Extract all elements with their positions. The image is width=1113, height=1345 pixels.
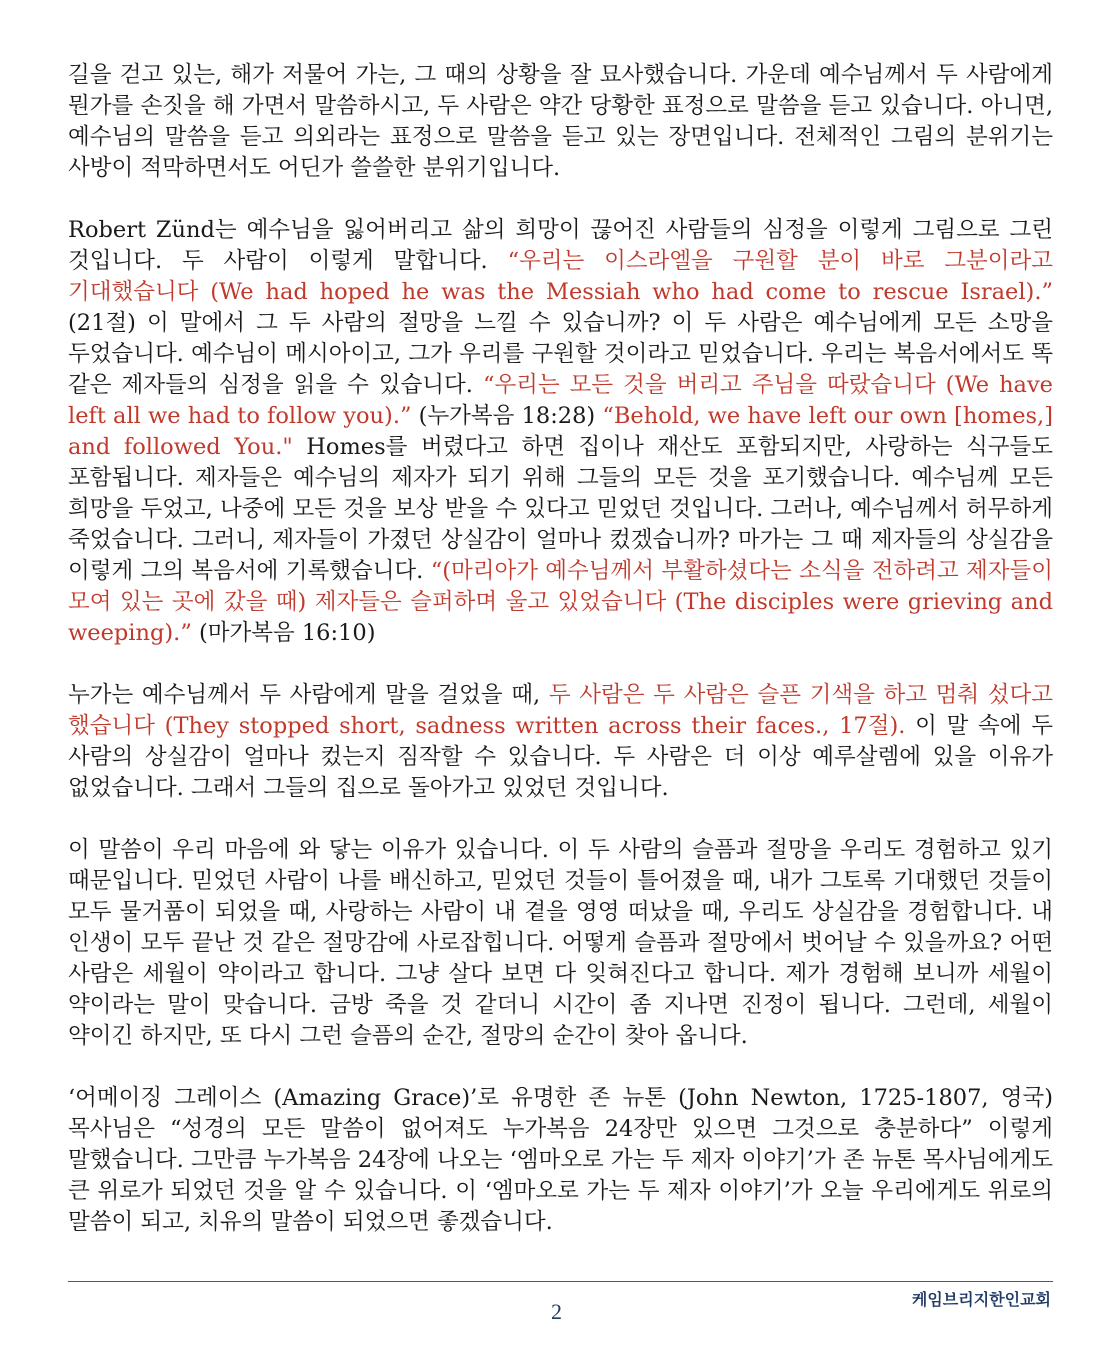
paragraph-text: ‘어메이징 그레이스 (Amazing Grace)’로 유명한 존 뉴톤 (John Newton, 1725-1807, 영국) 목사님은 “성경의 모든 말씀이 없어져도 누가복음 24장만 있으면 그것으로 충분하다” 이렇게 말했습니다. 그만큼 누가복음 24장에 나오는 ‘엠마오로 가는 두 제자 이야기’가 존 뉴톤 목사님에게도 큰 위로가 되었던 것을 알 수 있습니다. 이 ‘엠마오로 가는 두 제자 이야기’가 오늘 우리에게도 위로의 말씀이 되고, 치유의 말씀이 되었으면 좋겠습니다.: [68, 1085, 1053, 1235]
page-number: 2: [551, 1299, 562, 1324]
footer-divider: [68, 1281, 1053, 1282]
paragraph-text: 길을 걷고 있는, 해가 저물어 가는, 그 때의 상황을 잘 묘사했습니다. 가운데 예수님께서 두 사람에게 뭔가를 손짓을 해 가면서 말씀하시고, 두 사람은 약간 당황한 표정으로 말씀을 듣고 있습니다. 아니면, 예수님의 말씀을 듣고 의외라는 표정으로 말씀을 듣고 있는 장면입니다. 전체적인 그림의 분위기는 사방이 적막하면서도 어딘가 쓸쓸한 분위기입니다.: [68, 62, 1053, 181]
quote-luke-18-28: “우리는 모든 것을 버리고 주님을 따랐습니다 (We have left all we had to follow you).”: [68, 372, 1054, 429]
paragraph-text: 이 말씀이 우리 마음에 와 닿는 이유가 있습니다. 이 두 사람의 슬픔과 절망을 우리도 경험하고 있기 때문입니다. 믿었던 사람이 나를 배신하고, 믿었던 것들이 틀어졌을 때, 내가 그토록 기대했던 것들이 모두 물거품이 되었을 때, 사랑하는 사람이 내 곁을 영영 떠났을 때, 우리도 상실감을 경험합니다. 내 인생이 모두 끝난 것 같은 절망감에 사로잡힙니다. 어떻게 슬픔과 절망에서 벗어날 수 있을까요? 어떤 사람은 세월이 약이라고 합니다. 그냥 살다 보면 다 잊혀진다고 합니다. 제가 경험해 보니까 세월이 약이라는 말이 맞습니다. 금방 죽을 것 같더니 시간이 좀 지나면 진정이 됩니다. 그런데, 세월이 약이긴 하지만, 또 다시 그런 슬픔의 순간, 절망의 순간이 찾아 옵니다.: [68, 837, 1053, 1049]
quote-luke-24-21: “우리는 이스라엘을 구원할 분이 바로 그분이라고 기대했습니다 (We had hoped he was the Messiah who had come to rescue Israel).”: [68, 248, 1053, 305]
quote-behold-english: “Behold, we have left our own [homes,] and followed You.": [68, 403, 1053, 460]
paragraph-text: 이 말 속에 두 사람의 상실감이 얼마나 컸는지 짐작할 수 있습니다. 두 사람은 더 이상 예루살렘에 있을 이유가 없었습니다. 그래서 그들의 집으로 돌아가고 있었던 것입니다.: [68, 713, 1053, 801]
paragraph-text: Homes를 버렸다고 하면 집이나 재산도 포함되지만, 사랑하는 식구들도 포함됩니다. 제자들은 예수님의 제자가 되기 위해 그들의 모든 것을 포기했습니다. 예수님께 모든 희망을 두었고, 나중에 모든 것을 보상 받을 수 있다고 믿었던 것입니다. 그러나, 예수님께서 허무하게 죽었습니다. 그러니, 제자들이 가졌던 상실감이 얼마나 컸겠습니까? 마가는 그 때 제자들의 상실감을 이렇게 그의 복음서에 기록했습니다.: [68, 434, 1053, 584]
paragraph-sorrow-and-despair: [68, 835, 1053, 1052]
paragraph-luke-account: [68, 680, 1053, 804]
paragraph-text: (마가복음 16:10): [191, 620, 376, 646]
paragraph-text: 누가는 예수님께서 두 사람에게 말을 걸었을 때,: [68, 682, 549, 708]
paragraph-text: Robert Zünd는 예수님을 잃어버리고 삶의 희망이 끊어진 사람들의 심정을 이렇게 그림으로 그린 것입니다. 두 사람이 이렇게 말합니다.: [68, 217, 1053, 274]
paragraph-text: (누가복음 18:28): [411, 403, 603, 429]
paragraph-robert-zund: [68, 215, 1053, 649]
paragraph-text: (21절) 이 말에서 그 두 사람의 절망을 느낄 수 있습니까? 이 두 사람은 예수님에게 모든 소망을 두었습니다. 예수님이 메시아이고, 그가 우리를 구원할 것이라고 믿었습니다. 우리는 복음서에서도 똑 같은 제자들의 심정을 읽을 수 있습니다.: [68, 310, 1053, 398]
paragraph-john-newton: [68, 1083, 1053, 1238]
paragraph-painting-description: [68, 60, 1053, 184]
church-name: 케임브리지한인교회: [911, 1290, 1051, 1309]
quote-mark-16-10: “(마리아가 예수님께서 부활하셨다는 소식을 전하려고 제자들이 모여 있는 곳에 갔을 때) 제자들은 슬퍼하며 울고 있었습니다 (The disciples were grieving and weeping).”: [68, 558, 1053, 646]
quote-luke-24-17: 두 사람은 두 사람은 슬픈 기색을 하고 멈춰 섰다고 했습니다 (They stopped short, sadness written across their faces., 17절).: [68, 682, 1054, 739]
